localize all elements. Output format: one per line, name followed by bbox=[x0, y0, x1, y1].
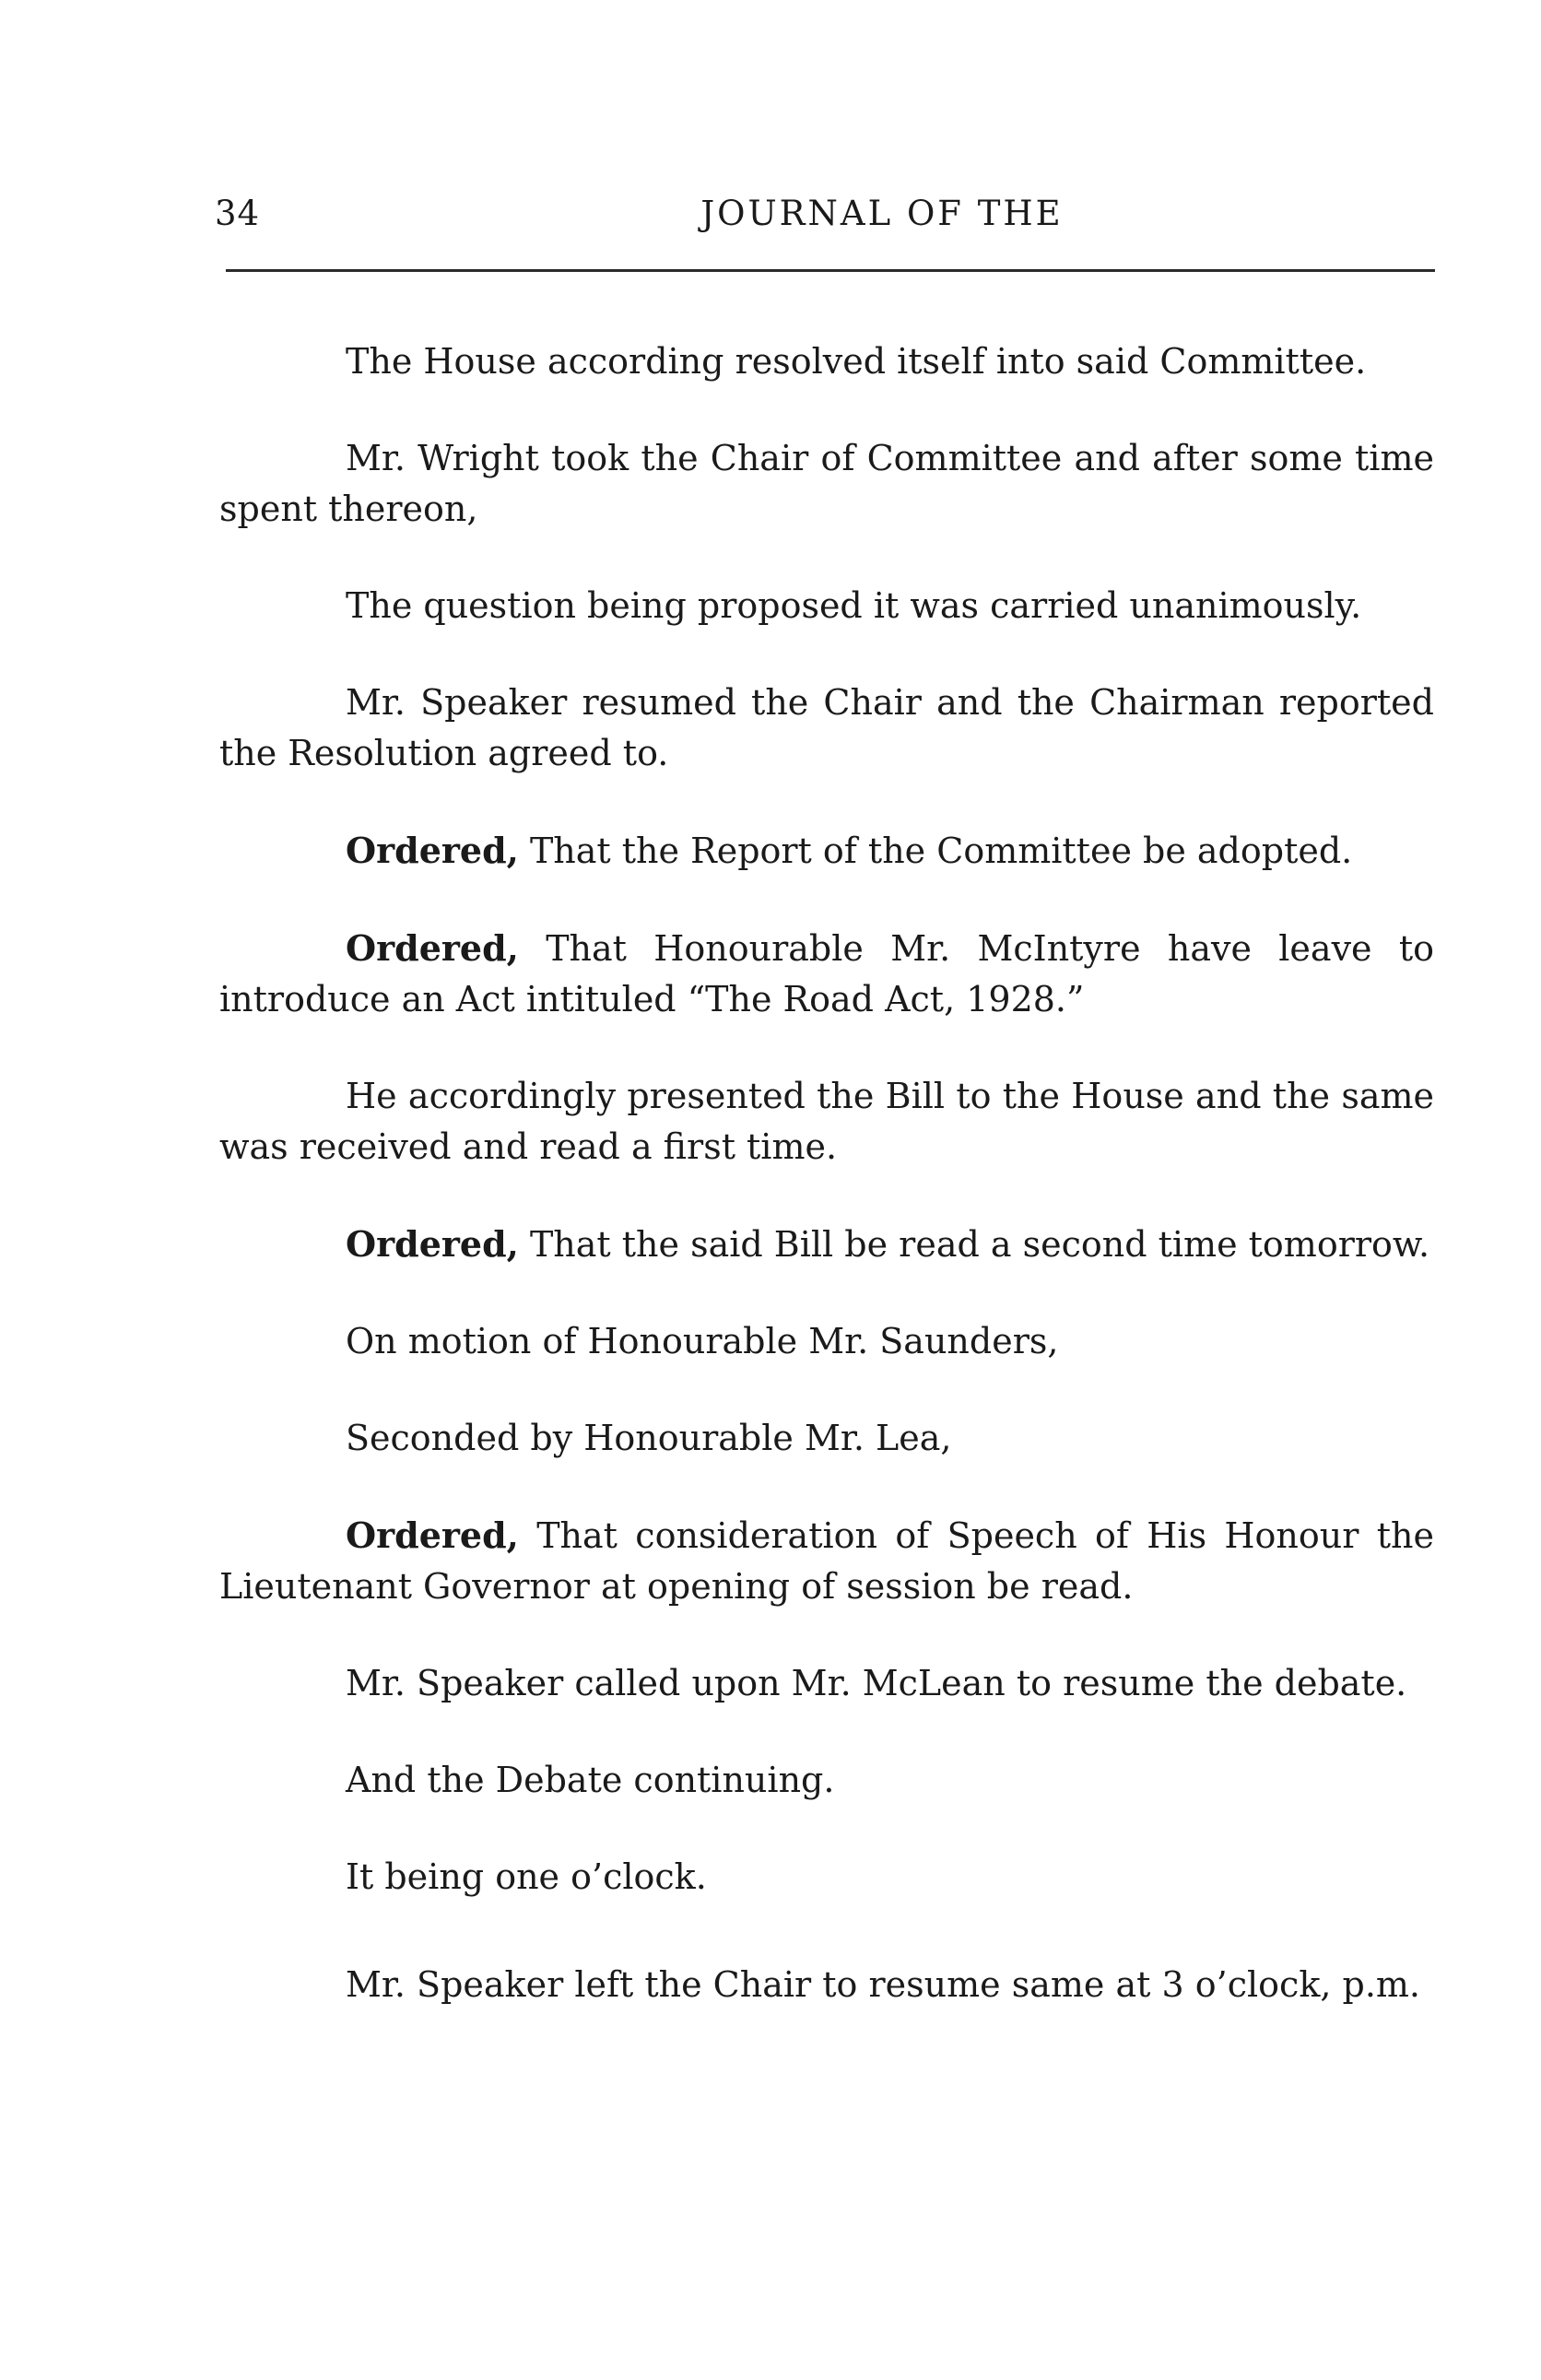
paragraph-text: The question being proposed it was carried unanimously. bbox=[346, 585, 1362, 626]
paragraph-text: That the said Bill be read a second time tomorrow. bbox=[518, 1224, 1430, 1265]
paragraph bbox=[219, 581, 1434, 631]
order-paragraph bbox=[219, 825, 1434, 877]
paragraph-text: That the Report of the Committee be adopted. bbox=[518, 831, 1353, 871]
page-header bbox=[215, 194, 1439, 249]
paragraph-text: Seconded by Honourable Mr. Lea, bbox=[346, 1418, 952, 1458]
paragraph bbox=[219, 1316, 1434, 1367]
paragraph bbox=[219, 677, 1434, 779]
running-head: JOURNAL OF THE bbox=[700, 194, 1064, 233]
page-number: 34 bbox=[215, 194, 261, 233]
order-paragraph bbox=[219, 1219, 1434, 1270]
ordered-label: Ordered, bbox=[346, 1514, 519, 1556]
ordered-label: Ordered, bbox=[346, 1223, 519, 1265]
paragraph bbox=[219, 336, 1434, 387]
journal-body bbox=[219, 336, 1434, 2056]
paragraph-text: The House according resolved itself into said Committee. bbox=[346, 341, 1367, 382]
paragraph-text: Mr. Wright took the Chair of Committee and after some time spent thereon, bbox=[219, 438, 1434, 529]
order-paragraph bbox=[219, 923, 1434, 1025]
paragraph-text: And the Debate continuing. bbox=[346, 1760, 835, 1800]
paragraph-text: That Honourable Mr. McIntyre have leave to introduce an Act intituled “The Road Act, 1928.” bbox=[219, 928, 1434, 1019]
paragraph-text: It being one o’clock. bbox=[346, 1856, 707, 1897]
paragraph bbox=[219, 1852, 1434, 1903]
paragraph bbox=[219, 1960, 1434, 2010]
paragraph bbox=[219, 1071, 1434, 1172]
paragraph bbox=[219, 1658, 1434, 1709]
paragraph-text: That consideration of Speech of His Honour the Lieutenant Governor at opening of session be read. bbox=[219, 1515, 1434, 1607]
ordered-label: Ordered, bbox=[346, 830, 519, 871]
paragraph-text: Mr. Speaker called upon Mr. McLean to resume the debate. bbox=[346, 1663, 1407, 1703]
order-paragraph bbox=[219, 1510, 1434, 1612]
paragraph-text: He accordingly presented the Bill to the House and the same was received and read a first time. bbox=[219, 1076, 1434, 1167]
paragraph bbox=[219, 1413, 1434, 1464]
header-rule bbox=[226, 269, 1435, 272]
paragraph-text: Mr. Speaker resumed the Chair and the Chairman reported the Resolution agreed to. bbox=[219, 682, 1434, 773]
paragraph bbox=[219, 433, 1434, 535]
paragraph bbox=[219, 1755, 1434, 1806]
paragraph-text: Mr. Speaker left the Chair to resume same at 3 o’clock, p.m. bbox=[346, 1964, 1421, 2005]
ordered-label: Ordered, bbox=[346, 927, 519, 969]
paragraph-text: On motion of Honourable Mr. Saunders, bbox=[346, 1321, 1059, 1361]
